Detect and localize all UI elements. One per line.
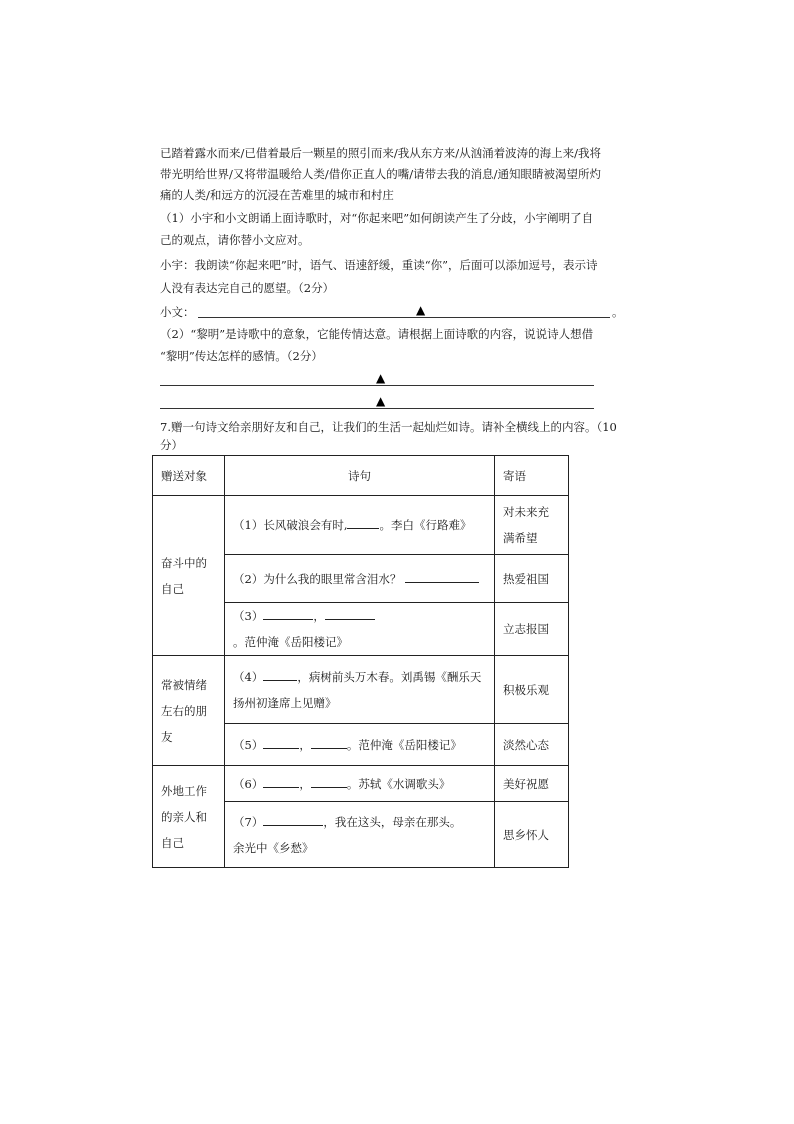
xiaowen-end-mark: 。: [612, 305, 624, 319]
q7-line-2: 分）: [160, 438, 183, 452]
xiaoyu-line-2: 人没有表达完自己的愿望。（2分）: [160, 281, 335, 295]
message-cell: 热爱祖国: [495, 555, 569, 603]
table-row: [153, 496, 569, 555]
poem-text: ，: [299, 737, 311, 752]
q7-line-1: 7.赠一句诗文给亲朋好友和自己，让我们的生活一起灿烂如诗。请补全横线上的内容。（10: [160, 420, 617, 434]
poem-cell: [225, 603, 495, 656]
poem-cell: [225, 802, 495, 868]
header-poem: 诗句: [225, 456, 495, 496]
poem-line-1: 已踏着露水而来/已借着最后一颗星的照引而来/我从东方来/从汹涌着波涛的海上来/我将: [160, 146, 601, 160]
poem-cell: [225, 656, 495, 724]
header-message: 寄语: [495, 456, 569, 496]
target-text: 自己: [161, 835, 184, 850]
message-cell: 淡然心态: [495, 724, 569, 766]
header-target: 赠送对象: [153, 456, 225, 496]
table-header-row: [153, 456, 569, 496]
triangle-icon: ▲: [416, 303, 426, 317]
q2-line-2: “黎明”传达怎样的感情。（2分）: [160, 349, 323, 363]
fill-blank[interactable]: [405, 570, 479, 583]
fill-blank[interactable]: [263, 813, 323, 826]
fill-blank[interactable]: [263, 736, 299, 749]
table-row: [153, 656, 569, 724]
message-text: 满希望: [503, 531, 538, 545]
poem-text: 。李白《行路难》: [379, 518, 472, 532]
xiaowen-answer-blank[interactable]: [198, 303, 610, 320]
table-row: [153, 766, 569, 802]
q2-line-1: （2）“黎明”是诗歌中的意象，它能传情达意。请根据上面诗歌的内容，说说诗人想借: [160, 327, 594, 341]
gift-poem-table: [152, 455, 569, 868]
poem-text: （6）: [233, 776, 264, 791]
message-cell: 思乡怀人: [495, 802, 569, 868]
poem-text: ，: [299, 776, 311, 791]
poem-text: （2）为什么我的眼里常含泪水？: [233, 571, 402, 586]
fill-blank[interactable]: [325, 607, 375, 620]
message-cell: 美好祝愿: [495, 766, 569, 802]
message-cell: [495, 496, 569, 555]
target-text: 左右的朋: [161, 703, 207, 718]
target-cell: [153, 766, 225, 868]
target-text: 奋斗中的: [161, 555, 207, 570]
poem-text: 。范仲淹《岳阳楼记》: [346, 737, 462, 752]
poem-text: （5）: [233, 737, 264, 752]
fill-blank[interactable]: [263, 775, 299, 788]
target-text: 的亲人和: [161, 809, 207, 824]
poem-cell: [225, 724, 495, 766]
poem-text: ，: [313, 609, 325, 623]
target-cell: [153, 656, 225, 766]
poem-text: 余光中《乡愁》: [233, 840, 314, 855]
message-text: 对未来充: [503, 505, 549, 519]
q1-line-2: 己的观点，请你替小文应对。: [160, 233, 310, 247]
poem-cell: [225, 496, 495, 555]
fill-blank[interactable]: [263, 607, 313, 620]
target-text: 常被情绪: [161, 677, 207, 692]
fill-blank[interactable]: [347, 516, 379, 529]
q2-answer-blank-1[interactable]: [160, 371, 594, 388]
target-cell: [153, 496, 225, 656]
poem-cell: [225, 555, 495, 603]
poem-text: （7）: [233, 814, 264, 829]
poem-text: （4）: [233, 669, 264, 684]
poem-text: （3）: [233, 609, 264, 623]
poem-line-2: 带光明给世界/又将带温暖给人类/借你正直人的嘴/请带去我的消息/通知眼睛被渴望所灼: [160, 167, 601, 181]
triangle-icon: ▲: [376, 394, 386, 408]
poem-line-3: 痛的人类/和远方的沉浸在苦难里的城市和村庄: [160, 188, 394, 202]
target-text: 外地工作: [161, 783, 207, 798]
poem-text: 。范仲淹《岳阳楼记》: [233, 635, 348, 649]
poem-text: （1）长风破浪会有时,: [233, 518, 348, 532]
message-cell: 积极乐观: [495, 656, 569, 724]
target-text: 友: [161, 729, 173, 744]
fill-blank[interactable]: [311, 736, 347, 749]
xiaowen-label: 小文：: [160, 305, 195, 319]
fill-blank[interactable]: [311, 775, 347, 788]
triangle-icon: ▲: [376, 371, 386, 385]
q1-line-1: （1）小宇和小文朗诵上面诗歌时，对“你起来吧”如何朗读产生了分歧，小宇阐明了自: [160, 211, 594, 225]
target-text: 自己: [161, 581, 184, 596]
fill-blank[interactable]: [263, 668, 297, 681]
poem-cell: [225, 766, 495, 802]
q2-answer-blank-2[interactable]: [160, 394, 594, 411]
poem-text: 扬州初逢席上见赠》: [233, 695, 337, 710]
poem-text: ，病树前头万木春。刘禹锡《酬乐天: [297, 669, 482, 684]
poem-text: 。苏轼《水调歌头》: [346, 776, 451, 791]
message-cell: 立志报国: [495, 603, 569, 656]
xiaoyu-line-1: 小宇：我朗读“你起来吧”时，语气、语速舒缓，重读“你”，后面可以添加逗号，表示诗: [160, 258, 598, 272]
poem-text: ，我在这头，母亲在那头。: [323, 814, 462, 829]
